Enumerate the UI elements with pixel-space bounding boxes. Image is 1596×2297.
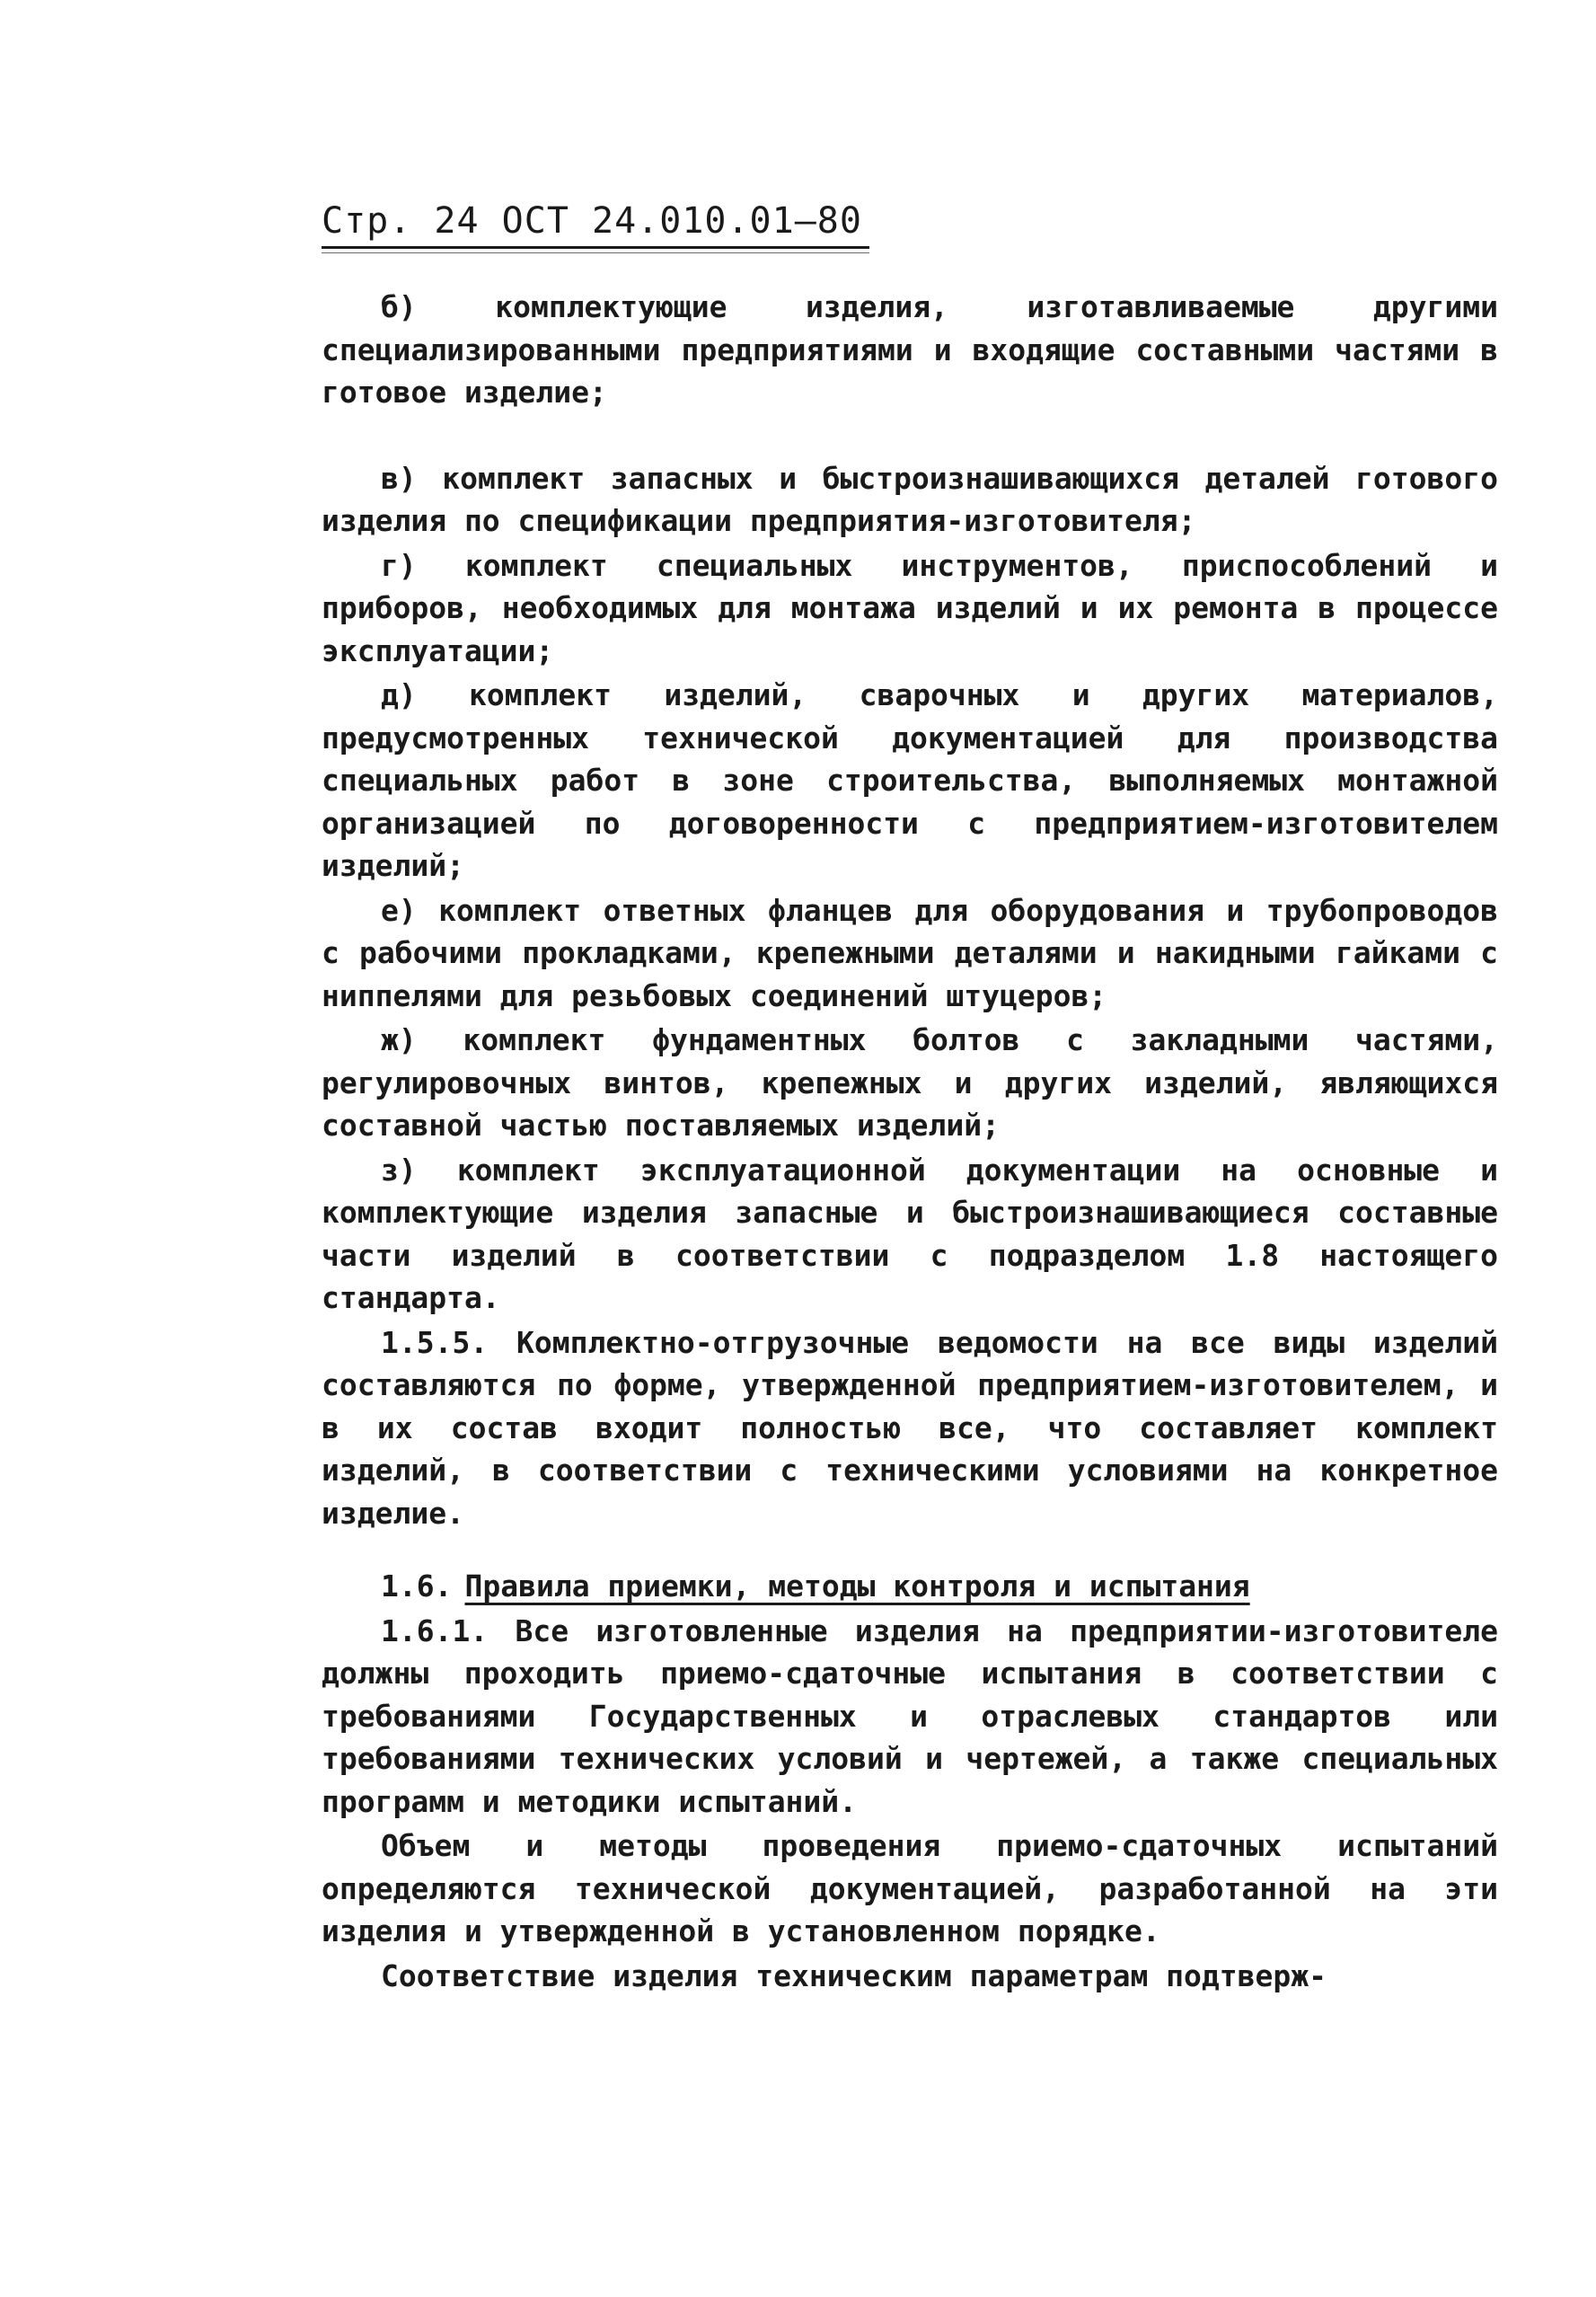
page-header: Стр. 24 ОСТ 24.010.01–80 — [322, 200, 862, 242]
paragraph-zh: ж) комплект фундаментных болтов с закладными частями, регулировочных винтов, крепежных и других изделий, являющихся составной частью поставляемых изделий; — [322, 1022, 1498, 1143]
section-heading-1-6 — [322, 1565, 1498, 1608]
paragraph-conformity: Соответствие изделия техническим параметрам подтверж- — [381, 1957, 1327, 1993]
paragraph-v: в) комплект запасных и быстроизнашивающихся деталей готового изделия по спецификации предприятия-изготовителя; — [322, 460, 1498, 538]
paragraph-1-5-5: 1.5.5. Комплектно-отгрузочные ведомости на все виды изделий составляются по форме, утвержденной предприятием-изготовителем, и в их состав входит полностью все, что составляет комплект изделий, в соответствии с техническими условиями на конкретное изделие. — [322, 1324, 1498, 1531]
header-underline — [322, 246, 869, 249]
paragraph-e: е) комплект ответных фланцев для оборудования и трубопроводов с рабочими прокладками, крепежными деталями и накидными гайками с ниппелями для резьбовых соединений штуцеров; — [322, 892, 1498, 1013]
paragraph-z: з) комплект эксплуатационной документации на основные и комплектующие изделия запасные и быстроизнашивающиеся составные части изделий в соответствии с подразделом 1.8 настоящего стандарта. — [322, 1152, 1498, 1315]
section-title: Правила приемки, методы контроля и испытания — [464, 1568, 1250, 1603]
header-underline-thin — [322, 252, 869, 253]
paragraph-d: д) комплект изделий, сварочных и других материалов, предусмотренных технической документацией для производства специальных работ в зоне строительства, выполняемых монтажной организацией по договоренности с предприятием-изготовителем изделий; — [322, 677, 1498, 883]
paragraph-volume: Объем и методы проведения приемо-сдаточных испытаний определяются технической документацией, разработанной на эти изделия и утвержденной в установленном порядке. — [322, 1828, 1498, 1948]
paragraph-b: б) комплектующие изделия, изготавливаемые другими специализированными предприятиями и входящие составными частями в готовое изделие; — [322, 289, 1498, 410]
document-body — [322, 286, 1498, 1997]
paragraph-1-6-1: 1.6.1. Все изготовленные изделия на предприятии-изготовителе должны проходить приемо-сдаточные испытания в соответствии с требованиями Государственных и отраслевых стандартов или требованиями технических условий и чертежей, а также специальных программ и методики испытаний. — [322, 1612, 1498, 1819]
section-number: 1.6. — [381, 1568, 453, 1603]
paragraph-g: г) комплект специальных инструментов, приспособлений и приборов, необходимых для монтажа изделий и их ремонта в процессе эксплуатации; — [322, 547, 1498, 668]
